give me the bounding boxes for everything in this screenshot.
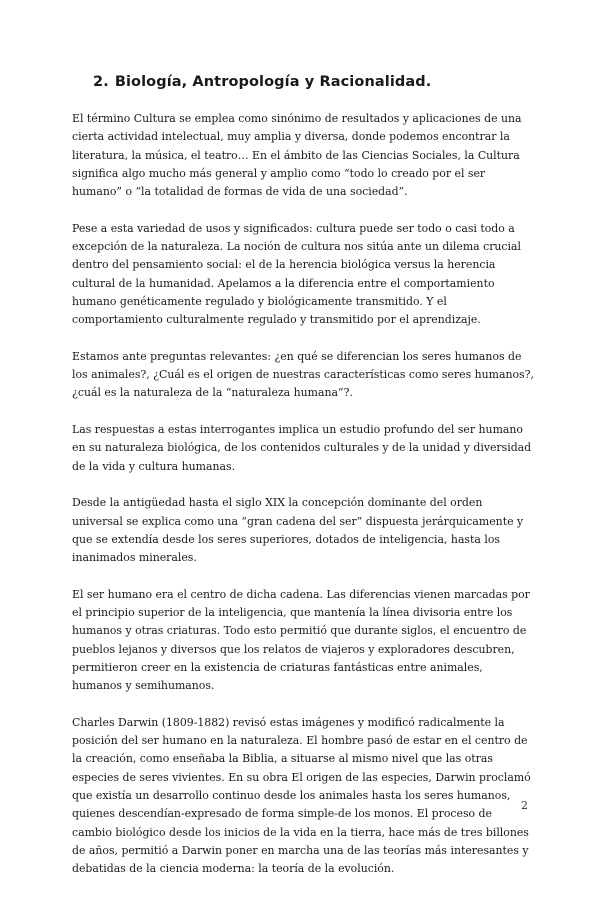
- paragraph-culture-definition: El término Cultura se emplea como sinónimo de resultados y aplicaciones de una cierta actividad intelectual, muy amplia y diversa, donde podemos encontrar la literatura, la música, el teatro… En el ámbito de las Ciencias Sociales, la Cultura significa algo mucho más general y amplio como “todo lo creado por el ser humano” o “la totalidad de formas de vida de una sociedad”.: [72, 112, 522, 199]
- paragraph-nature-vs-culture: Pese a esta variedad de usos y significados: cultura puede ser todo o casi todo a excepción de la naturaleza. La noción de cultura nos sitúa ante un dilema crucial dentro del pensamiento social: el de la herencia biológica versus la herencia cultural de la humanidad. Apelamos a la diferencia entre el comportamiento humano genéticamente regulado y biológicamente transmitido. Y el comportamiento culturalmente regulado y transmitido por el aprendizaje.: [72, 221, 521, 327]
- body-text: [72, 110, 534, 897]
- page-number: 2: [521, 799, 528, 812]
- paragraph-answers: Las respuestas a estas interrogantes implica un estudio profundo del ser humano en su naturaleza biológica, de los contenidos culturales y de la unidad y diversidad de la vida y cultura humanas.: [72, 423, 532, 473]
- paragraph-darwin: Charles Darwin (1809-1882) revisó estas imágenes y modificó radicalmente la posición del ser humano en la naturaleza. El hombre pasó de estar en el centro de la creación, como enseñaba la Biblia, a situarse al mismo nivel que las otras especies de seres vivientes. En su obra El origen de las especies, Darwin proclamó que existía un desarrollo continuo desde los animales hasta los seres humanos, quienes descendían-expresado de forma simple-de los monos. El proceso de cambio biológico desde los inicios de la vida en la tierra, hace más de tres billones de años, permitió a Darwin poner en marcha una de las teorías más interesantes y debatidas de la ciencia moderna: la teoría de la evolución.: [72, 715, 531, 876]
- section-title: Biología, Antropología y Racionalidad.: [114, 74, 432, 90]
- section-number: 2.: [93, 74, 109, 90]
- section-heading: [93, 74, 431, 90]
- paragraph-great-chain-of-being: Desde la antigüedad hasta el siglo XIX la concepción dominante del orden universal se explica como una “gran cadena del ser” dispuesta jerárquicamente y que se extendía desde los seres superiores, dotados de inteligencia, hasta los inanimados minerales.: [72, 496, 524, 565]
- paragraph-relevant-questions: Estamos ante preguntas relevantes: ¿en qué se diferencian los seres humanos de los animales?, ¿Cuál es el origen de nuestras características como seres humanos?, ¿cuál es la naturaleza de la “naturaleza humana”?.: [72, 349, 534, 400]
- paragraph-human-center: El ser humano era el centro de dicha cadena. Las diferencias vienen marcadas por el principio superior de la inteligencia, que mantenía la línea divisoria entre los humanos y otras criaturas. Todo esto permitió que durante siglos, el encuentro de pueblos lejanos y diversos que los relatos de viajeros y exploradores descubren, permitieron creer en la existencia de criaturas fantásticas entre animales, humanos y semihumanos.: [72, 587, 530, 693]
